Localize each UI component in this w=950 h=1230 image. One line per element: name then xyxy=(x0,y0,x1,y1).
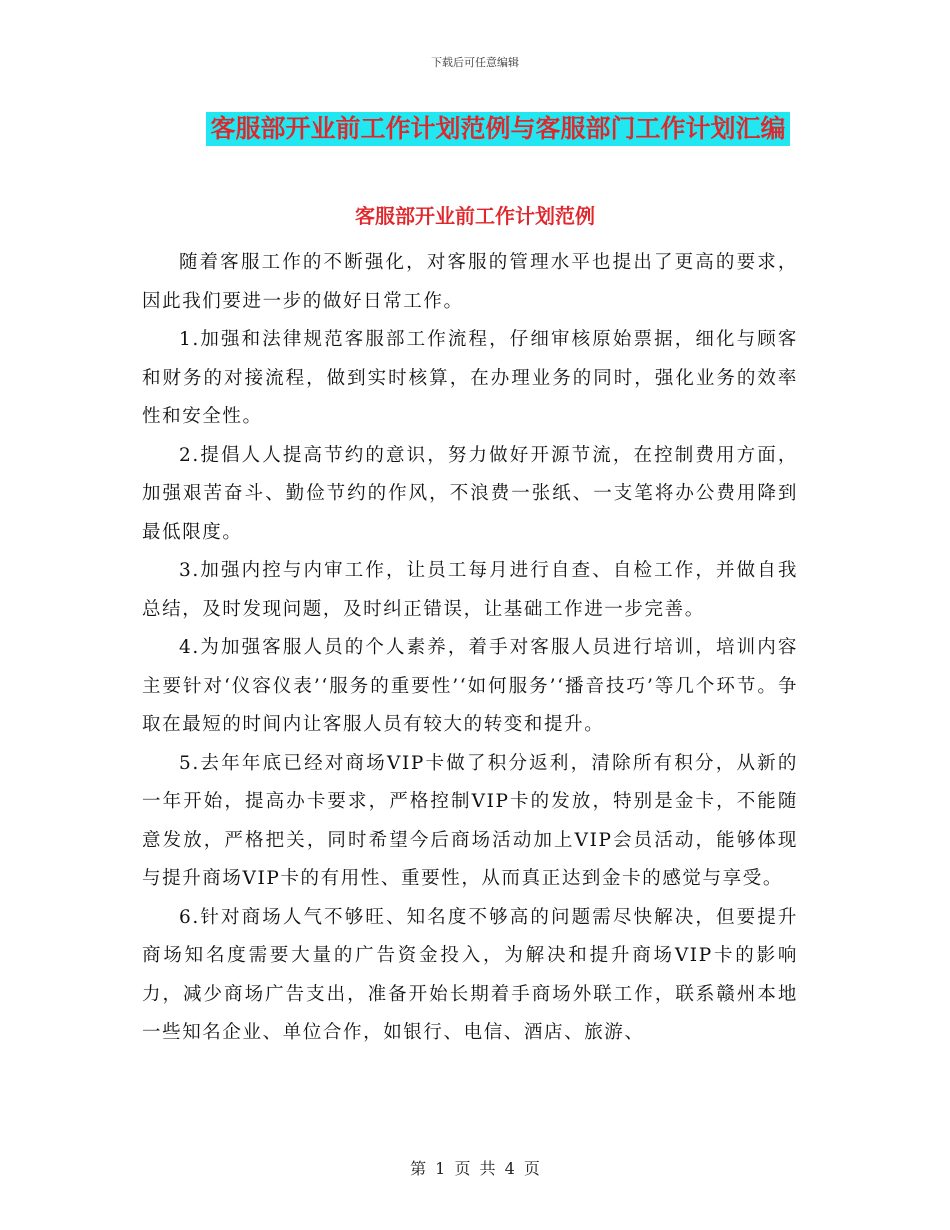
page-footer: 第 1 页 共 4 页 xyxy=(410,1159,540,1178)
paragraph-item-5: 5.去年年底已经对商场VIP卡做了积分返利，清除所有积分，从新的一年开始，提高办卡要求，严格控制VIP卡的发放，特别是金卡，不能随意发放，严格把关，同时希望今后商场活动加上VIP会员活动，能够体现与提升商场VIP卡的有用性、重要性，从而真正达到金卡的感觉与享受。 xyxy=(142,752,798,889)
paragraph-item-4: 4.为加强客服人员的个人素养，着手对客服人员进行培训，培训内容主要针对‘仪容仪表’‘服务的重要性’‘如何服务’‘播音技巧’等几个环节。争取在最短的时间内让客服人员有较大的转变和提升。 xyxy=(142,637,798,735)
header-note: 下载后可任意编辑 xyxy=(431,56,519,69)
paragraph-item-3: 3.加强内控与内审工作，让员工每月进行自查、自检工作，并做自我总结，及时发现问题，及时纠正错误，让基础工作进一步完善。 xyxy=(142,560,798,620)
document-title: 客服部开业前工作计划范例与客服部门工作计划汇编 xyxy=(206,112,789,146)
paragraph-intro: 随着客服工作的不断强化，对客服的管理水平也提出了更高的要求，因此我们要进一步的做好日常工作。 xyxy=(142,252,798,312)
paragraph-item-6: 6.针对商场人气不够旺、知名度不够高的问题需尽快解决，但要提升商场知名度需要大量的广告资金投入，为解决和提升商场VIP卡的影响力，减少商场广告支出，准备开始长期着手商场外联工作，联系赣州本地一些知名企业、单位合作，如银行、电信、酒店、旅游、 xyxy=(142,906,798,1043)
document-body xyxy=(142,244,798,1053)
section-title: 客服部开业前工作计划范例 xyxy=(355,204,595,228)
paragraph-item-2: 2.提倡人人提高节约的意识，努力做好开源节流，在控制费用方面，加强艰苦奋斗、勤俭节约的作风，不浪费一张纸、一支笔将办公费用降到最低限度。 xyxy=(142,444,798,543)
document-title-container xyxy=(0,112,950,146)
paragraph-item-1: 1.加强和法律规范客服部工作流程，仔细审核原始票据，细化与顾客和财务的对接流程，做到实时核算，在办理业务的同时，强化业务的效率性和安全性。 xyxy=(142,329,798,427)
